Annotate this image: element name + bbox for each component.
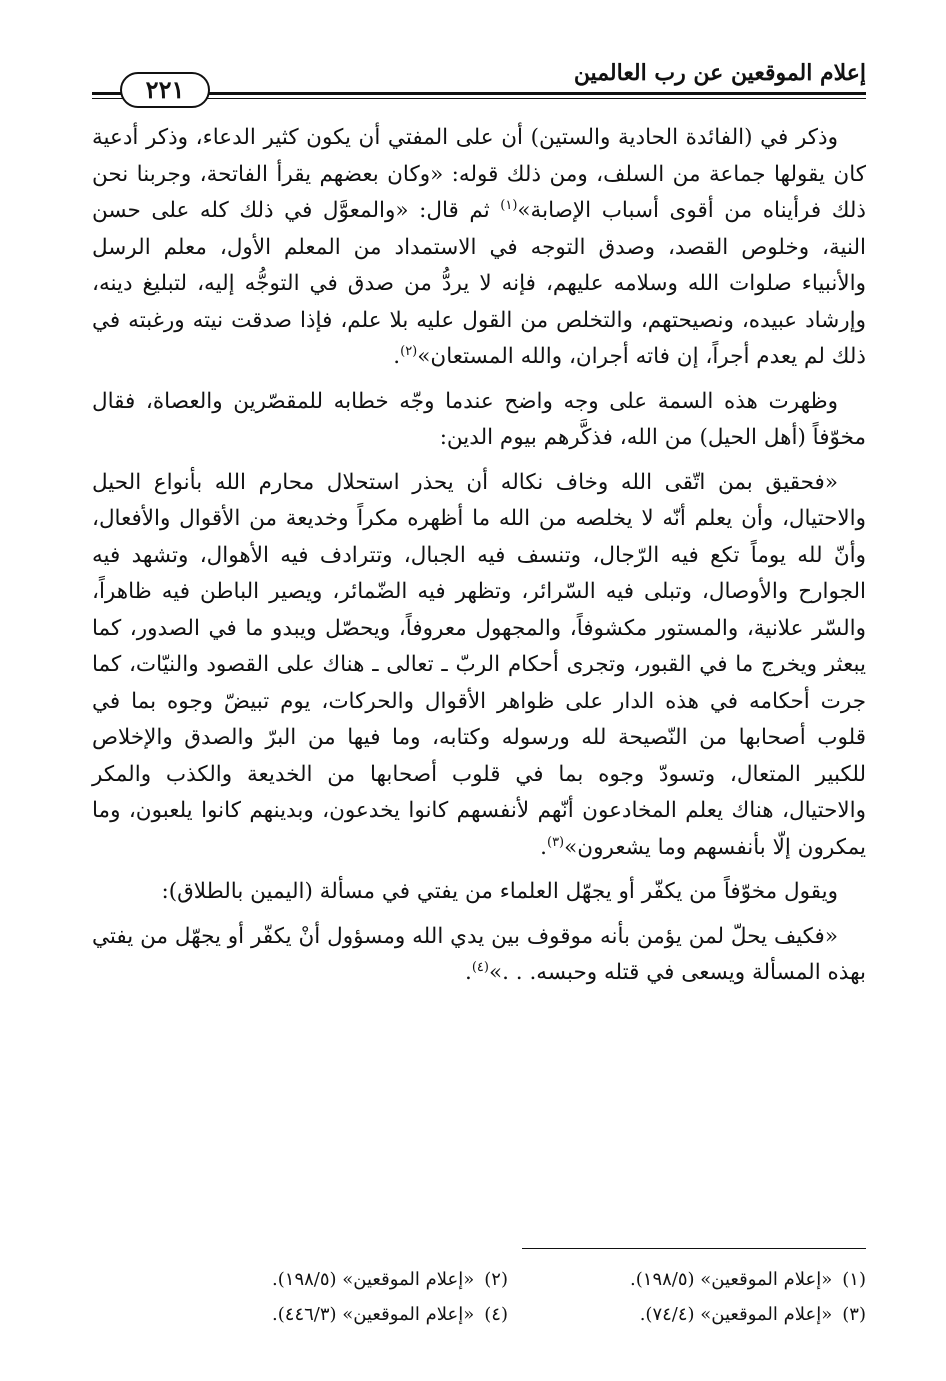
quotation-paragraph: «فكيف يحلّ لمن يؤمن بأنه موقوف بين يدي الله ومسؤول أنْ يكفّر أو يجهّل من يفتي بهذه المسألة ويسعى في قتله وحبسه. . .»$^{(٤)}$. xyxy=(92,923,866,985)
footnote: (١)«إعلام الموقعين» (١٩٨/٥). xyxy=(630,1269,866,1290)
footnotes xyxy=(150,1262,866,1332)
footnote-ref: (٣) xyxy=(546,834,565,850)
footnote: (٣)«إعلام الموقعين» (٧٤/٤). xyxy=(639,1304,866,1325)
footnote-ref: (٤) xyxy=(471,959,489,975)
running-header xyxy=(92,58,866,108)
footnote-row xyxy=(150,1262,866,1297)
book-title: إعلام الموقعين عن رب العالمين xyxy=(573,60,866,86)
quotation-paragraph: «فحقيق بمن اتّقى الله وخاف نكاله أن يحذر استحلال محارم الله بأنواع الحيل والاحتيال، وأن يعلم أنّه لا يخلصه من الله ما أظهره مكراً وخديعة من الأقوال والأفعال، وأنّ لله يوماً تكع فيه الرّجال، وتنسف فيه الجبال، وتترادف فيه الأهوال، وتشهد فيه الجوارح والأوصال، وتبلى فيه السّرائر، وتظهر فيه الضّمائر، ويصير الباطن فيه ظاهراً، والسّر علانية، والمستور مكشوفاً، والمجهول معروفاً، ويحصّل ويبدو ما في الصدور، كما يبعثر ويخرج ما في القبور، وتجرى أحكام الربّ ـ تعالى ـ هناك على القصود والنيّات، كما جرت أحكامه في هذه الدار على ظواهر الأقوال والحركات، يوم تبيضّ وجوه بما في قلوب أصحابها من النّصيحة لله ورسوله وكتابه، وما فيها من البرّ والصدق والإخلاص للكبير المتعال، وتسودّ وجوه بما في قلوب أصحابها من الخديعة والكذب والمكر والاحتيال، هناك يعلم المخادعون أنّهم لأنفسهم كانوا يخدعون، وبدينهم كانوا يلعبون، وما يمكرون إلّا بأنفسهم وما يشعرون»$^{(٣)}$. xyxy=(92,469,867,860)
body-text xyxy=(92,120,866,1000)
footnote-ref: (١) xyxy=(500,197,518,213)
paragraph: وذكر في (الفائدة الحادية والستين) أن على المفتي أن يكون كثير الدعاء، وذكر أدعية كان يقولها جماعة من السلف، ومن ذلك قوله: «وكان بعضهم يقرأ الفاتحة، وجربنا نحن ذلك فرأيناه من أقوى أسباب الإصابة»$^{(١)}$ ثم قال: «والمعوَّل في ذلك كله على حسن النية، وخلوص القصد، وصدق التوجه في الاستمداد من المعلم الأول، معلم الرسل والأنبياء صلوات الله وسلامه عليهم، فإنه لا يردُّ من صدق في التوجُّه إليه، لتبليغ دينه، وإرشاد عبيده، ونصيحتهم، والتخلص من القول عليه بلا علم، فإذا صدقت نيته ورغبته في ذلك لم يعدم أجراً، إن فاته أجران، والله المستعان»$^{(٢)}$. xyxy=(92,125,867,369)
paragraph: ويقول مخوّفاً من يكفّر أو يجهّل العلماء من يفتي في مسألة (اليمين بالطلاق): xyxy=(161,879,838,904)
paragraph: وظهرت هذه السمة على وجه واضح عندما وجّه خطابه للمقصّرين والعصاة، فقال مخوّفاً (أهل الحيل) من الله، فذكَّرهم بيوم الدين: xyxy=(92,388,866,450)
footnote-separator xyxy=(522,1248,866,1249)
page-number: ٢٢١ xyxy=(120,72,210,108)
footnote-ref: (٢) xyxy=(400,343,418,359)
footnote-row xyxy=(150,1297,866,1332)
footnote: (٤)«إعلام الموقعين» (٤٤٦/٣). xyxy=(272,1304,508,1325)
header-rule-thin xyxy=(92,98,866,99)
footnote: (٢)«إعلام الموقعين» (١٩٨/٥). xyxy=(272,1269,508,1290)
